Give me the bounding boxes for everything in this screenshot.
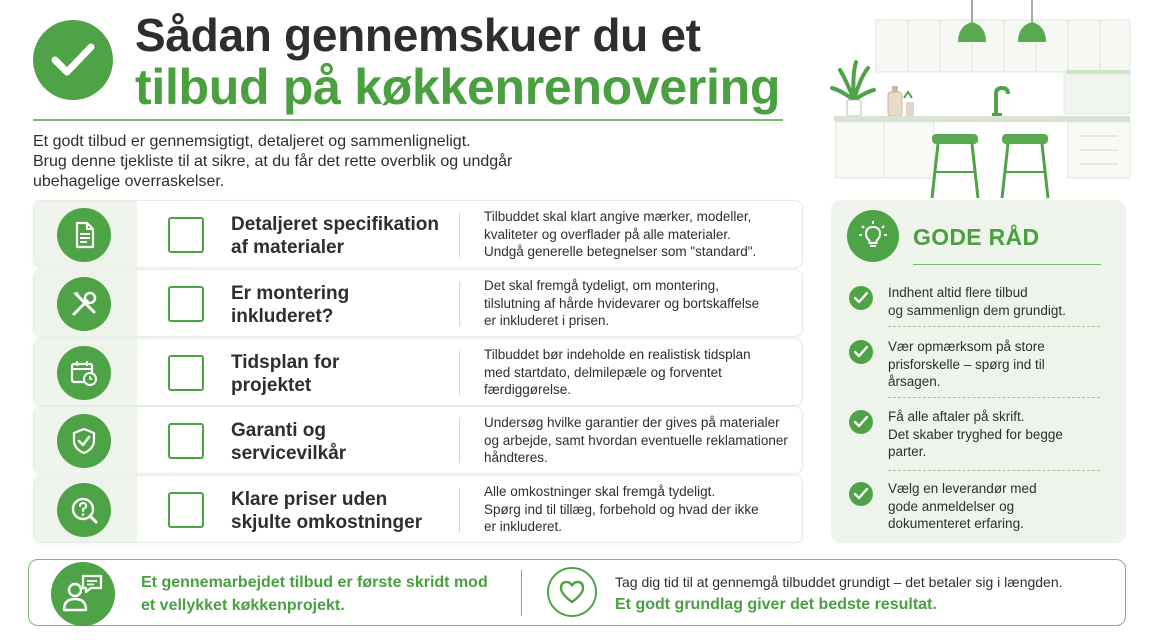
kitchen-illustration	[818, 0, 1152, 200]
check-icon	[849, 340, 873, 364]
checkbox-warranty[interactable]	[168, 423, 204, 459]
row-title: Detaljeret specifikation af materialer	[231, 214, 440, 258]
tip-divider	[888, 326, 1100, 327]
people-chat-icon	[51, 562, 115, 626]
row-divider	[459, 213, 460, 257]
document-icon	[57, 208, 111, 262]
row-title: Garanti og servicevilkår	[231, 420, 347, 464]
tip-divider	[888, 397, 1100, 398]
footer-conclusion: Et godt grundlag giver det bedste resultat.	[615, 596, 937, 613]
footer-divider	[521, 570, 522, 616]
title-divider	[33, 119, 783, 121]
row-title: Klare priser uden skjulte omkostninger	[231, 489, 423, 533]
checkbox-schedule[interactable]	[168, 355, 204, 391]
shield-check-icon	[57, 414, 111, 468]
checkbox-prices[interactable]	[168, 492, 204, 528]
checkbox-materials[interactable]	[168, 217, 204, 253]
tip-divider	[888, 470, 1100, 471]
row-description: Det skal fremgå tydeligt, om montering, tilslutning af hårde hvidevarer og bortskaffelse er inkluderet i prisen.	[484, 278, 760, 328]
checklist-row-warranty	[33, 406, 803, 474]
checklist-row-schedule	[33, 338, 803, 406]
footer-message: Et gennemarbejdet tilbud er første skridt mod et vellykket køkkenprojekt.	[141, 574, 488, 614]
row-divider	[459, 282, 460, 326]
check-icon	[849, 482, 873, 506]
row-divider	[459, 351, 460, 395]
checklist-row-installation	[33, 269, 803, 337]
checkbox-installation[interactable]	[168, 286, 204, 322]
row-description: Undersøg hvilke garantier der gives på materialer og arbejde, samt hvordan eventuelle reklamationer håndteres.	[484, 415, 788, 465]
question-search-icon	[57, 483, 111, 537]
heart-icon	[547, 567, 597, 617]
row-divider	[459, 488, 460, 532]
footer-banner	[28, 559, 1126, 626]
check-icon	[849, 410, 873, 434]
checkmark-badge-icon	[33, 20, 113, 100]
intro-text: Et godt tilbud er gennemsigtigt, detaljeret og sammenligneligt. Brug denne tjekliste til at sikre, at du får det rette overblik og undgår ubehagelige overraskelser.	[33, 133, 513, 190]
tips-divider	[913, 264, 1101, 265]
tips-title: GODE RÅD	[913, 224, 1040, 250]
checklist-row-materials	[33, 200, 803, 268]
row-title: Tidsplan for projektet	[231, 352, 340, 396]
row-divider	[459, 419, 460, 463]
row-description: Alle omkostninger skal fremgå tydeligt. Spørg ind til tillæg, forbehold og hvad der ikke er inkluderet.	[484, 484, 759, 534]
footer-tip: Tag dig tid til at gennemgå tilbuddet grundigt – det betaler sig i længden.	[615, 574, 1063, 590]
page-title-line2: tilbud på køkkenrenovering	[135, 59, 781, 115]
check-icon	[849, 286, 873, 310]
tools-icon	[57, 277, 111, 331]
row-description: Tilbuddet bør indeholde en realistisk tidsplan med startdato, delmilepæle og forventet færdiggørelse.	[484, 347, 751, 397]
page-title-line1: Sådan gennemskuer du et	[135, 9, 701, 61]
calendar-clock-icon	[57, 346, 111, 400]
lightbulb-icon	[847, 210, 899, 262]
checklist-row-prices	[33, 475, 803, 543]
row-title: Er montering inkluderet?	[231, 283, 350, 327]
tips-card: GODE RÅD Indhent altid flere tilbud og sammenlign dem grundigt. Vær opmærksom på store prisforskelle – spørg ind til årsagen. Få alle aftaler på skrift. Det skaber tryghed for begge parter. Vælg en leverandør med gode anmeldelser og dokumenteret erfaring.	[831, 200, 1126, 543]
row-description: Tilbuddet skal klart angive mærker, modeller, kvaliteter og overflader på alle materialer. Undgå generelle betegnelser som "standard".	[484, 209, 757, 259]
